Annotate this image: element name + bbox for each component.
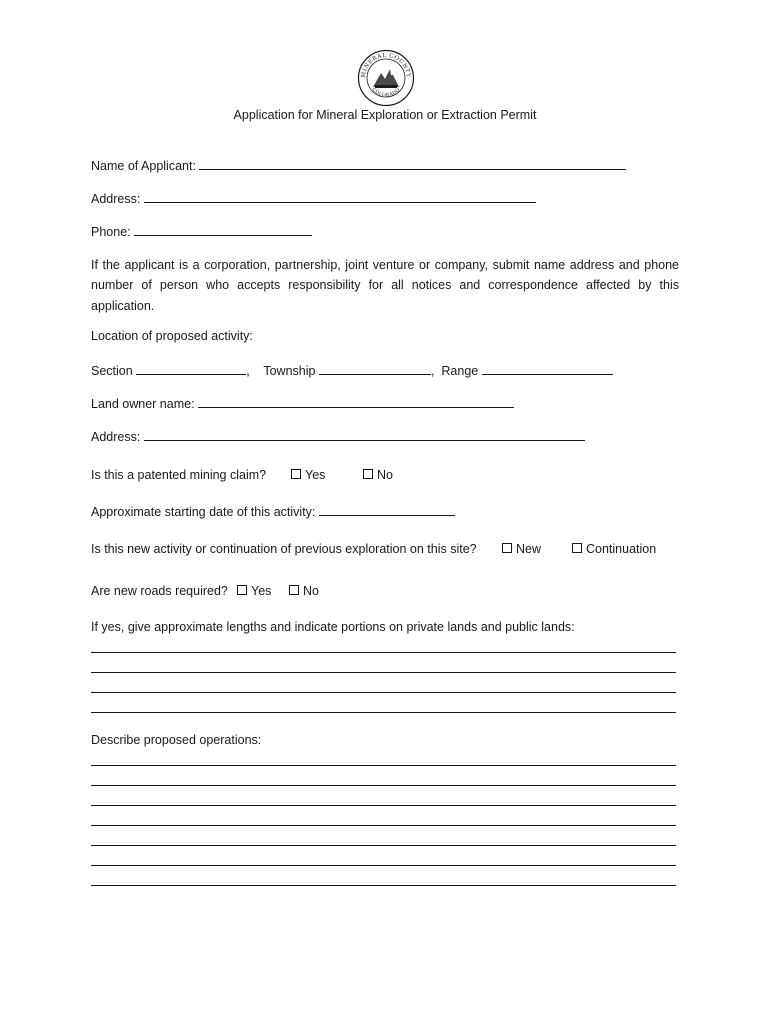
checkbox-icon[interactable] [237, 585, 247, 595]
roads-question: Are new roads required? [91, 584, 228, 598]
checkbox-icon[interactable] [572, 543, 582, 553]
start-date-row [91, 503, 455, 520]
start-date-field[interactable] [319, 503, 455, 516]
land-owner-field[interactable] [198, 395, 514, 408]
location-separator: , [430, 364, 438, 378]
checkbox-icon[interactable] [291, 469, 301, 479]
svg-text:MINERAL COUNTY: MINERAL COUNTY [360, 52, 412, 79]
roads-yes-option[interactable] [237, 583, 271, 599]
roads-detail-line[interactable] [91, 712, 676, 713]
section-field[interactable] [136, 362, 246, 375]
patented-yes-label: Yes [305, 468, 326, 482]
operations-line[interactable] [91, 865, 676, 866]
owner-address-field[interactable] [144, 428, 585, 441]
range-field[interactable] [482, 362, 613, 375]
township-label: Township [263, 364, 316, 378]
patented-question: Is this a patented mining claim? [91, 468, 267, 482]
patented-no-option[interactable] [363, 467, 393, 483]
patented-yes-option[interactable] [291, 467, 325, 483]
checkbox-icon[interactable] [502, 543, 512, 553]
location-row [91, 362, 613, 379]
phone-label: Phone: [91, 225, 131, 239]
start-date-label: Approximate starting date of this activity: [91, 505, 316, 519]
range-label: Range [441, 364, 479, 378]
land-owner-label: Land owner name: [91, 397, 195, 411]
roads-no-label: No [303, 584, 319, 598]
operations-line[interactable] [91, 785, 676, 786]
location-separator: , [246, 364, 261, 378]
applicant-address-label: Address: [91, 192, 141, 206]
applicant-name-field[interactable] [199, 157, 626, 170]
township-field[interactable] [319, 362, 431, 375]
svg-text:COLORADO: COLORADO [370, 87, 402, 99]
roads-detail-line[interactable] [91, 692, 676, 693]
owner-address-label: Address: [91, 430, 141, 444]
roads-yes-label: Yes [251, 584, 272, 598]
operations-line[interactable] [91, 765, 676, 766]
activity-continuation-option[interactable] [572, 541, 656, 557]
applicant-address-row [91, 190, 536, 207]
applicant-instructions: If the applicant is a corporation, partnership, joint venture or company, submit name address and phone number of person who accepts responsibility for all notices and correspondence affected by this application. [91, 258, 679, 313]
activity-continuation-label: Continuation [586, 542, 657, 556]
patented-no-label: No [377, 468, 393, 482]
activity-new-label: New [516, 542, 542, 556]
operations-line[interactable] [91, 885, 676, 886]
owner-address-row [91, 428, 585, 445]
operations-label: Describe proposed operations: [91, 733, 262, 747]
county-seal-logo [357, 49, 415, 107]
roads-detail-line[interactable] [91, 652, 676, 653]
land-owner-row [91, 395, 514, 412]
section-label: Section [91, 364, 133, 378]
roads-detail-line[interactable] [91, 672, 676, 673]
applicant-address-field[interactable] [144, 190, 536, 203]
operations-line[interactable] [91, 845, 676, 846]
operations-line[interactable] [91, 825, 676, 826]
checkbox-icon[interactable] [363, 469, 373, 479]
applicant-name-label: Name of Applicant: [91, 159, 196, 173]
operations-line[interactable] [91, 805, 676, 806]
activity-new-option[interactable] [502, 541, 541, 557]
location-label: Location of proposed activity: [91, 329, 253, 343]
applicant-name-row [91, 157, 626, 174]
form-title: Application for Mineral Exploration or Extraction Permit [233, 108, 537, 122]
activity-question: Is this new activity or continuation of previous exploration on this site? [91, 542, 477, 556]
phone-field[interactable] [134, 223, 312, 236]
checkbox-icon[interactable] [289, 585, 299, 595]
phone-row [91, 223, 312, 240]
roads-detail-label: If yes, give approximate lengths and indicate portions on private lands and public lands: [91, 620, 575, 634]
roads-no-option[interactable] [289, 583, 319, 599]
